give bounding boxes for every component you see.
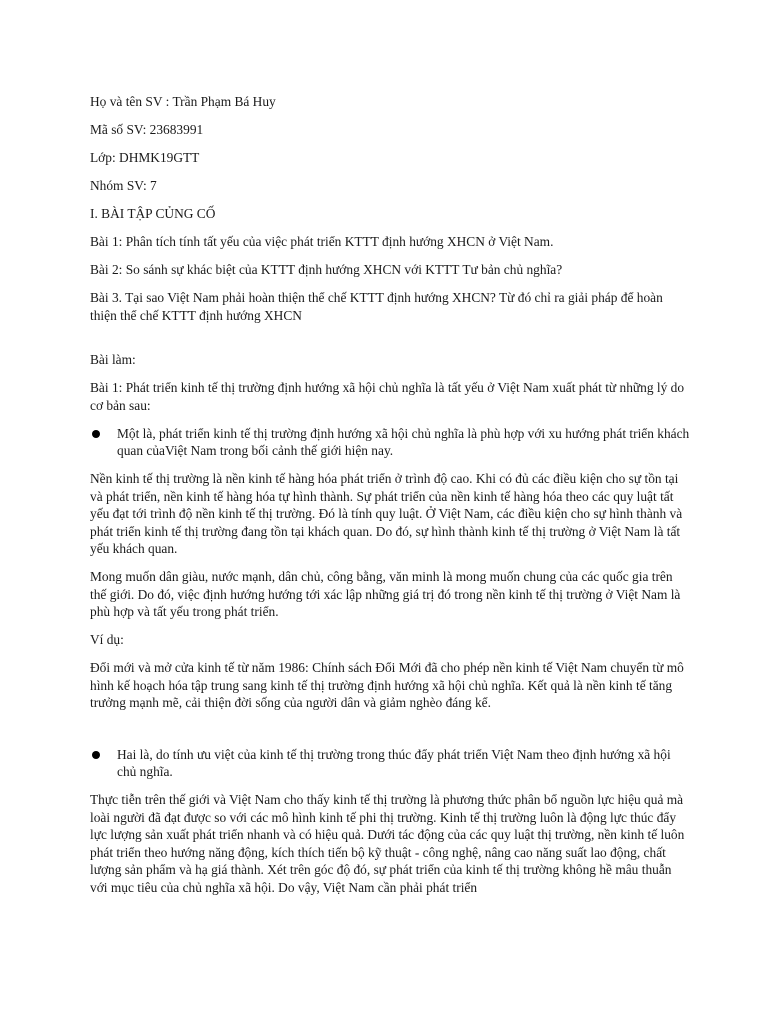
question-2: Bài 2: So sánh sự khác biệt của KTTT định hướng XHCN với KTTT Tư bản chủ nghĩa? (90, 262, 563, 277)
question-3: Bài 3. Tại sao Việt Nam phải hoàn thiện thể chế KTTT định hướng XHCN? Từ đó chỉ ra giải pháp để hoàn thiện thể chế KTTT định hướng XHCN (90, 290, 663, 323)
student-group: Nhóm SV: 7 (90, 178, 157, 193)
example-label: Ví dụ: (90, 632, 124, 647)
bullet-item-2-text: Hai là, do tính ưu việt của kinh tế thị trường trong thúc đẩy phát triển Việt Nam theo định hướng xã hội chủ nghĩa. (117, 746, 671, 779)
student-name: Họ và tên SV : Trần Phạm Bá Huy (90, 94, 276, 109)
bullet-item-1-text: Một là, phát triển kinh tế thị trường định hướng xã hội chủ nghĩa là phù hợp với xu hướng phát triển khách quan củaViệt Nam trong bối cảnh thế giới hiện nay. (117, 425, 690, 458)
bullet-item-1 (90, 425, 690, 460)
answer-heading: Bài làm: (90, 352, 136, 367)
student-class: Lớp: DHMK19GTT (90, 150, 200, 165)
student-id: Mã số SV: 23683991 (90, 122, 204, 137)
bullet-dot-icon (92, 430, 100, 438)
answer-intro: Bài 1: Phát triển kinh tế thị trường định hướng xã hội chủ nghĩa là tất yếu ở Việt Nam xuất phát từ những lý do cơ bản sau: (90, 380, 685, 413)
question-1: Bài 1: Phân tích tính tất yếu của việc phát triển KTTT định hướng XHCN ở Việt Nam. (90, 234, 554, 249)
section-title: I. BÀI TẬP CỦNG CỐ (90, 206, 216, 221)
bullet-item-2 (90, 746, 690, 781)
document-page (90, 93, 690, 896)
paragraph-2: Mong muốn dân giàu, nước mạnh, dân chủ, công bằng, văn minh là mong muốn chung của các quốc gia trên thế giới. Do đó, việc định hướng hướng tới xác lập những giá trị đó trong nền kinh tế thị trường ở Việt Nam là phù hợp và tất yếu trong phát triển. (90, 569, 681, 619)
example-text: Đổi mới và mở cửa kinh tế từ năm 1986: Chính sách Đổi Mới đã cho phép nền kinh tế Việt Nam chuyển từ mô hình kế hoạch hóa tập trung sang kinh tế thị trường định hướng xã hội chủ nghĩa. Kết quả là nền kinh tế tăng trưởng mạnh mẽ, cải thiện đời sống của người dân và giảm nghèo đáng kể. (90, 660, 684, 710)
bullet-dot-icon (92, 751, 100, 759)
paragraph-1: Nền kinh tế thị trường là nền kinh tế hàng hóa phát triển ở trình độ cao. Khi có đủ các điều kiện cho sự tồn tại và phát triển, nền kinh tế hàng hóa tự hình thành. Sự phát triển của nền kinh tế hàng hóa theo các quy luật tất yếu đạt tới trình độ nền kinh tế thị trường. Đó là tính quy luật. Ở Việt Nam, các điều kiện cho sự hình thành và phát triển kinh tế thị trường đang tồn tại khách quan. Do đó, sự hình thành kinh tế thị trường ở Việt Nam là tất yếu khách quan. (90, 471, 683, 556)
paragraph-3: Thực tiễn trên thế giới và Việt Nam cho thấy kinh tế thị trường là phương thức phân bổ nguồn lực hiệu quả mà loài người đã đạt được so với các mô hình kinh tế phi thị trường. Kinh tế thị trường luôn là động lực thúc đẩy lực lượng sản xuất phát triển nhanh và có hiệu quả. Dưới tác động của các quy luật thị trường, nền kinh tế luôn phát triển theo hướng năng động, kích thích tiến bộ kỹ thuật - công nghệ, nâng cao năng suất lao động, chất lượng sản phẩm và hạ giá thành. Xét trên góc độ đó, sự phát triển của kinh tế thị trường không hề mâu thuẫn với mục tiêu của chủ nghĩa xã hội. Do vậy, Việt Nam cần phải phát triển (90, 792, 685, 895)
